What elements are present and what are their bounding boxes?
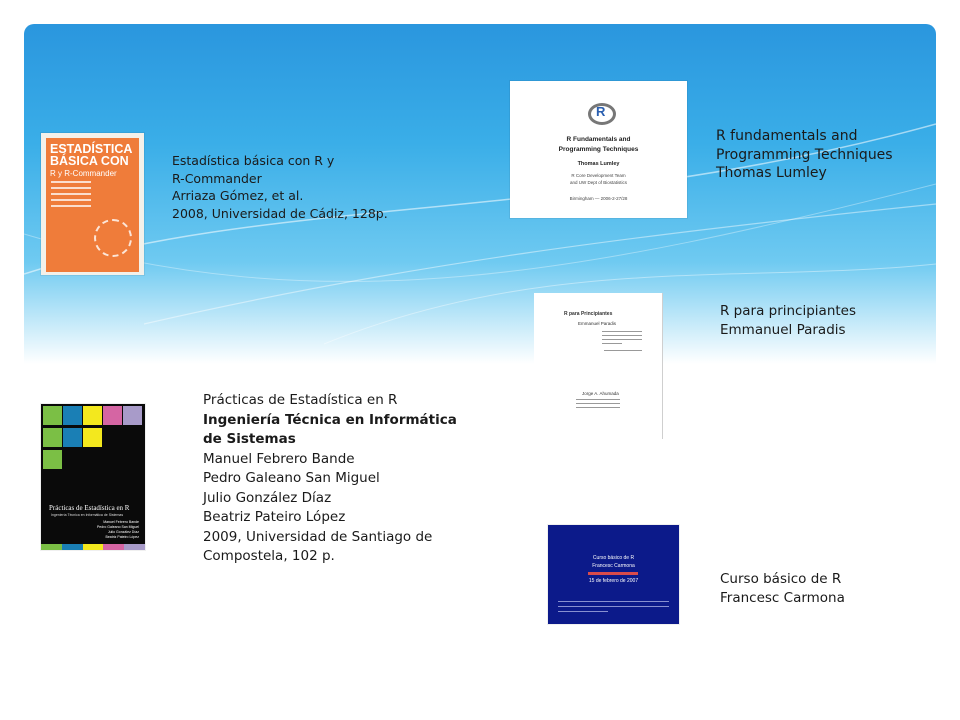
cover-title: ESTADÍSTICA BÁSICA CON <box>50 142 132 168</box>
caption-line: Curso básico de R <box>720 571 842 587</box>
caption-line: Francesc Carmona <box>720 590 845 606</box>
book-cover-practicas <box>41 404 145 550</box>
cover-authors <box>97 520 139 540</box>
caption-line: Pedro Galeano San Miguel <box>203 470 380 486</box>
cover-subtitle: Ingeniería Técnica en Informática de Sistemas <box>51 513 124 517</box>
caption-line: Ingeniería Técnica en Informática <box>203 411 457 428</box>
book-cover-rfund <box>510 81 687 218</box>
cover-author: Beatriz Pateiro López <box>105 535 139 539</box>
cover-translator-lines <box>576 399 620 411</box>
caption-line: Beatriz Pateiro López <box>203 509 346 525</box>
caption-rfund <box>716 127 893 183</box>
cover-description-lines <box>558 601 669 612</box>
cover-author: Julio González Díaz <box>107 530 139 534</box>
color-square <box>43 428 62 447</box>
cover-author: Francesc Carmona <box>592 563 635 569</box>
caption-line: R fundamentals and <box>716 128 858 144</box>
sun-graphic <box>94 219 132 257</box>
color-square <box>43 450 62 469</box>
caption-line: Programming Techniques <box>716 146 893 163</box>
caption-line: Prácticas de Estadística en R <box>203 392 398 408</box>
caption-practicas <box>203 391 457 567</box>
cover-author: Emmanuel Paradis <box>578 321 617 326</box>
cover-author: Thomas Lumley <box>577 161 620 167</box>
caption-line: Estadística básica con R y <box>172 153 335 168</box>
caption-line: R para principiantes <box>720 303 857 319</box>
caption-line: Arriaza Gómez, et al. <box>172 188 304 203</box>
r-logo-icon: R <box>588 103 616 125</box>
cover-org: R Core Development Team <box>571 173 626 178</box>
color-square <box>103 406 122 425</box>
color-square <box>83 428 102 447</box>
caption-line: R-Commander <box>172 170 262 186</box>
caption-line: Julio González Díaz <box>203 489 332 506</box>
caption-line: Compostela, 102 p. <box>203 548 335 564</box>
cover-author: Manuel Febrero Bande <box>103 520 139 524</box>
cover-subtitle: R y R-Commander <box>50 169 117 178</box>
book-cover-rpara <box>534 293 662 439</box>
cover-link-bar <box>588 572 638 575</box>
cover-title: R para Principiantes <box>564 311 613 317</box>
caption-line: Emmanuel Paradis <box>720 322 846 338</box>
caption-line: 2008, Universidad de Cádiz, 128p. <box>172 205 388 221</box>
book-cover-curso <box>548 525 679 624</box>
cover-color-strip <box>41 544 145 550</box>
cover-title: Programming Techniques <box>558 146 639 153</box>
cover-text-lines <box>51 181 91 211</box>
caption-line: Thomas Lumley <box>716 165 827 181</box>
caption-rpara <box>720 302 856 340</box>
cover-date: 15 de febrero de 2007 <box>588 578 639 584</box>
cover-title: R Fundamentals and <box>566 136 631 143</box>
color-square <box>63 428 82 447</box>
cover-affiliation-lines <box>602 331 642 347</box>
cover-translator: Jorge A. Ahumada <box>582 391 619 396</box>
caption-line: Manuel Febrero Bande <box>203 450 355 467</box>
cover-title: Curso básico de R <box>592 555 635 561</box>
book-cover-estadistica <box>41 133 144 275</box>
cover-title: Prácticas de Estadística en R <box>49 504 130 512</box>
cover-author: Pedro Galeano San Miguel <box>96 525 139 529</box>
color-square <box>123 406 142 425</box>
color-square <box>43 406 62 425</box>
color-square <box>83 406 102 425</box>
caption-estadistica <box>172 152 388 222</box>
caption-curso <box>720 570 845 608</box>
color-square <box>63 406 82 425</box>
caption-line: de Sistemas <box>203 431 296 447</box>
caption-line: 2009, Universidad de Santiago de <box>203 528 433 545</box>
cover-org: and UW Dept of Biostatistics <box>569 180 628 185</box>
cover-rule <box>604 350 642 351</box>
cover-place: Birmingham — 2006-2-27/28 <box>569 196 628 201</box>
